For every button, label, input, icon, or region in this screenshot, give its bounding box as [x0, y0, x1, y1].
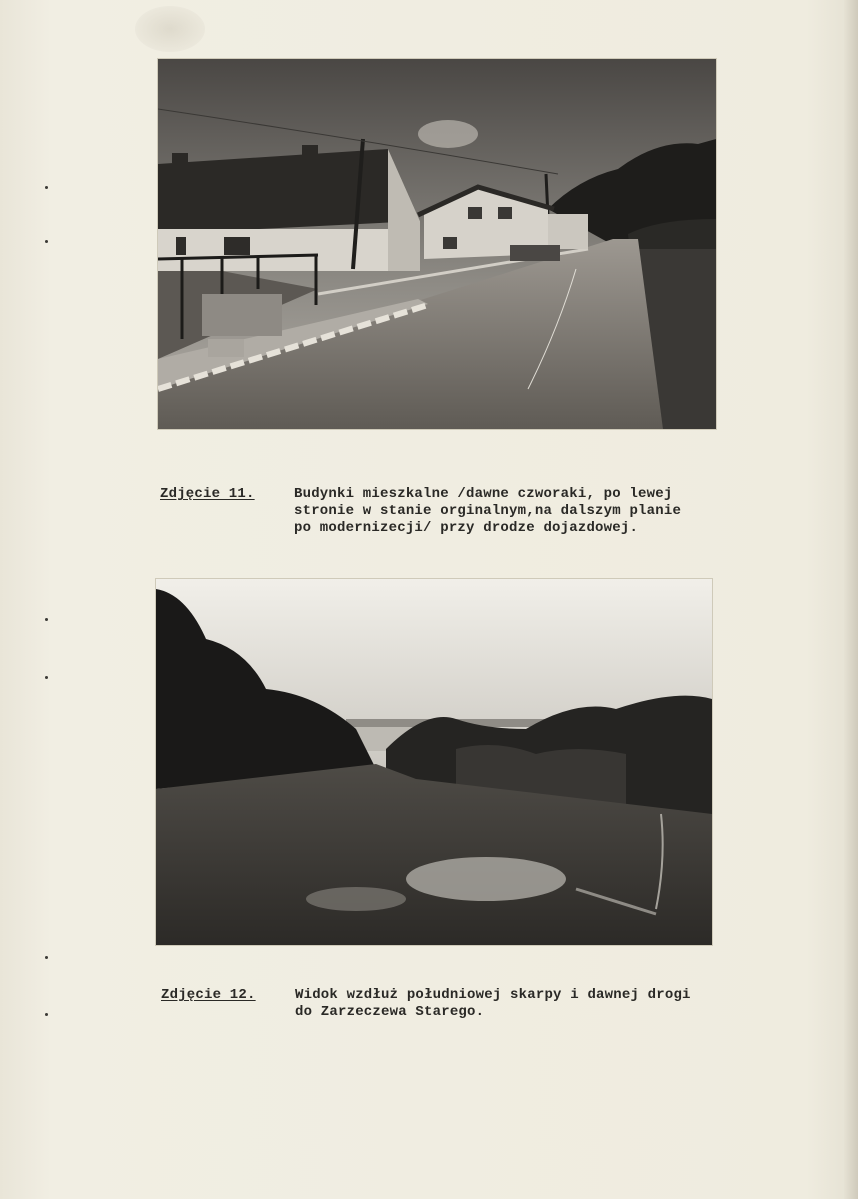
margin-mark [45, 1013, 48, 1016]
page-edge [844, 0, 858, 1199]
caption-label: Zdjęcie 11. [160, 486, 255, 502]
margin-mark [45, 618, 48, 621]
margin-mark [45, 186, 48, 189]
caption-line: do Zarzeczewa Starego. [295, 1004, 485, 1020]
margin-mark [45, 676, 48, 679]
photo-12 [156, 579, 712, 945]
caption-photo-11 [160, 486, 780, 542]
photo-11 [158, 59, 716, 429]
caption-line: Budynki mieszkalne /dawne czworaki, po lewej [294, 486, 673, 502]
caption-line: po modernizecji/ przy drodze dojazdowej. [294, 520, 639, 536]
caption-line: stronie w stanie orginalnym,na dalszym planie [294, 503, 682, 519]
caption-photo-12 [161, 987, 801, 1027]
margin-mark [45, 240, 48, 243]
caption-line: Widok wzdłuż południowej skarpy i dawnej drogi [295, 987, 691, 1003]
margin-mark [45, 956, 48, 959]
caption-label: Zdjęcie 12. [161, 987, 256, 1003]
paper-stain [135, 6, 205, 52]
